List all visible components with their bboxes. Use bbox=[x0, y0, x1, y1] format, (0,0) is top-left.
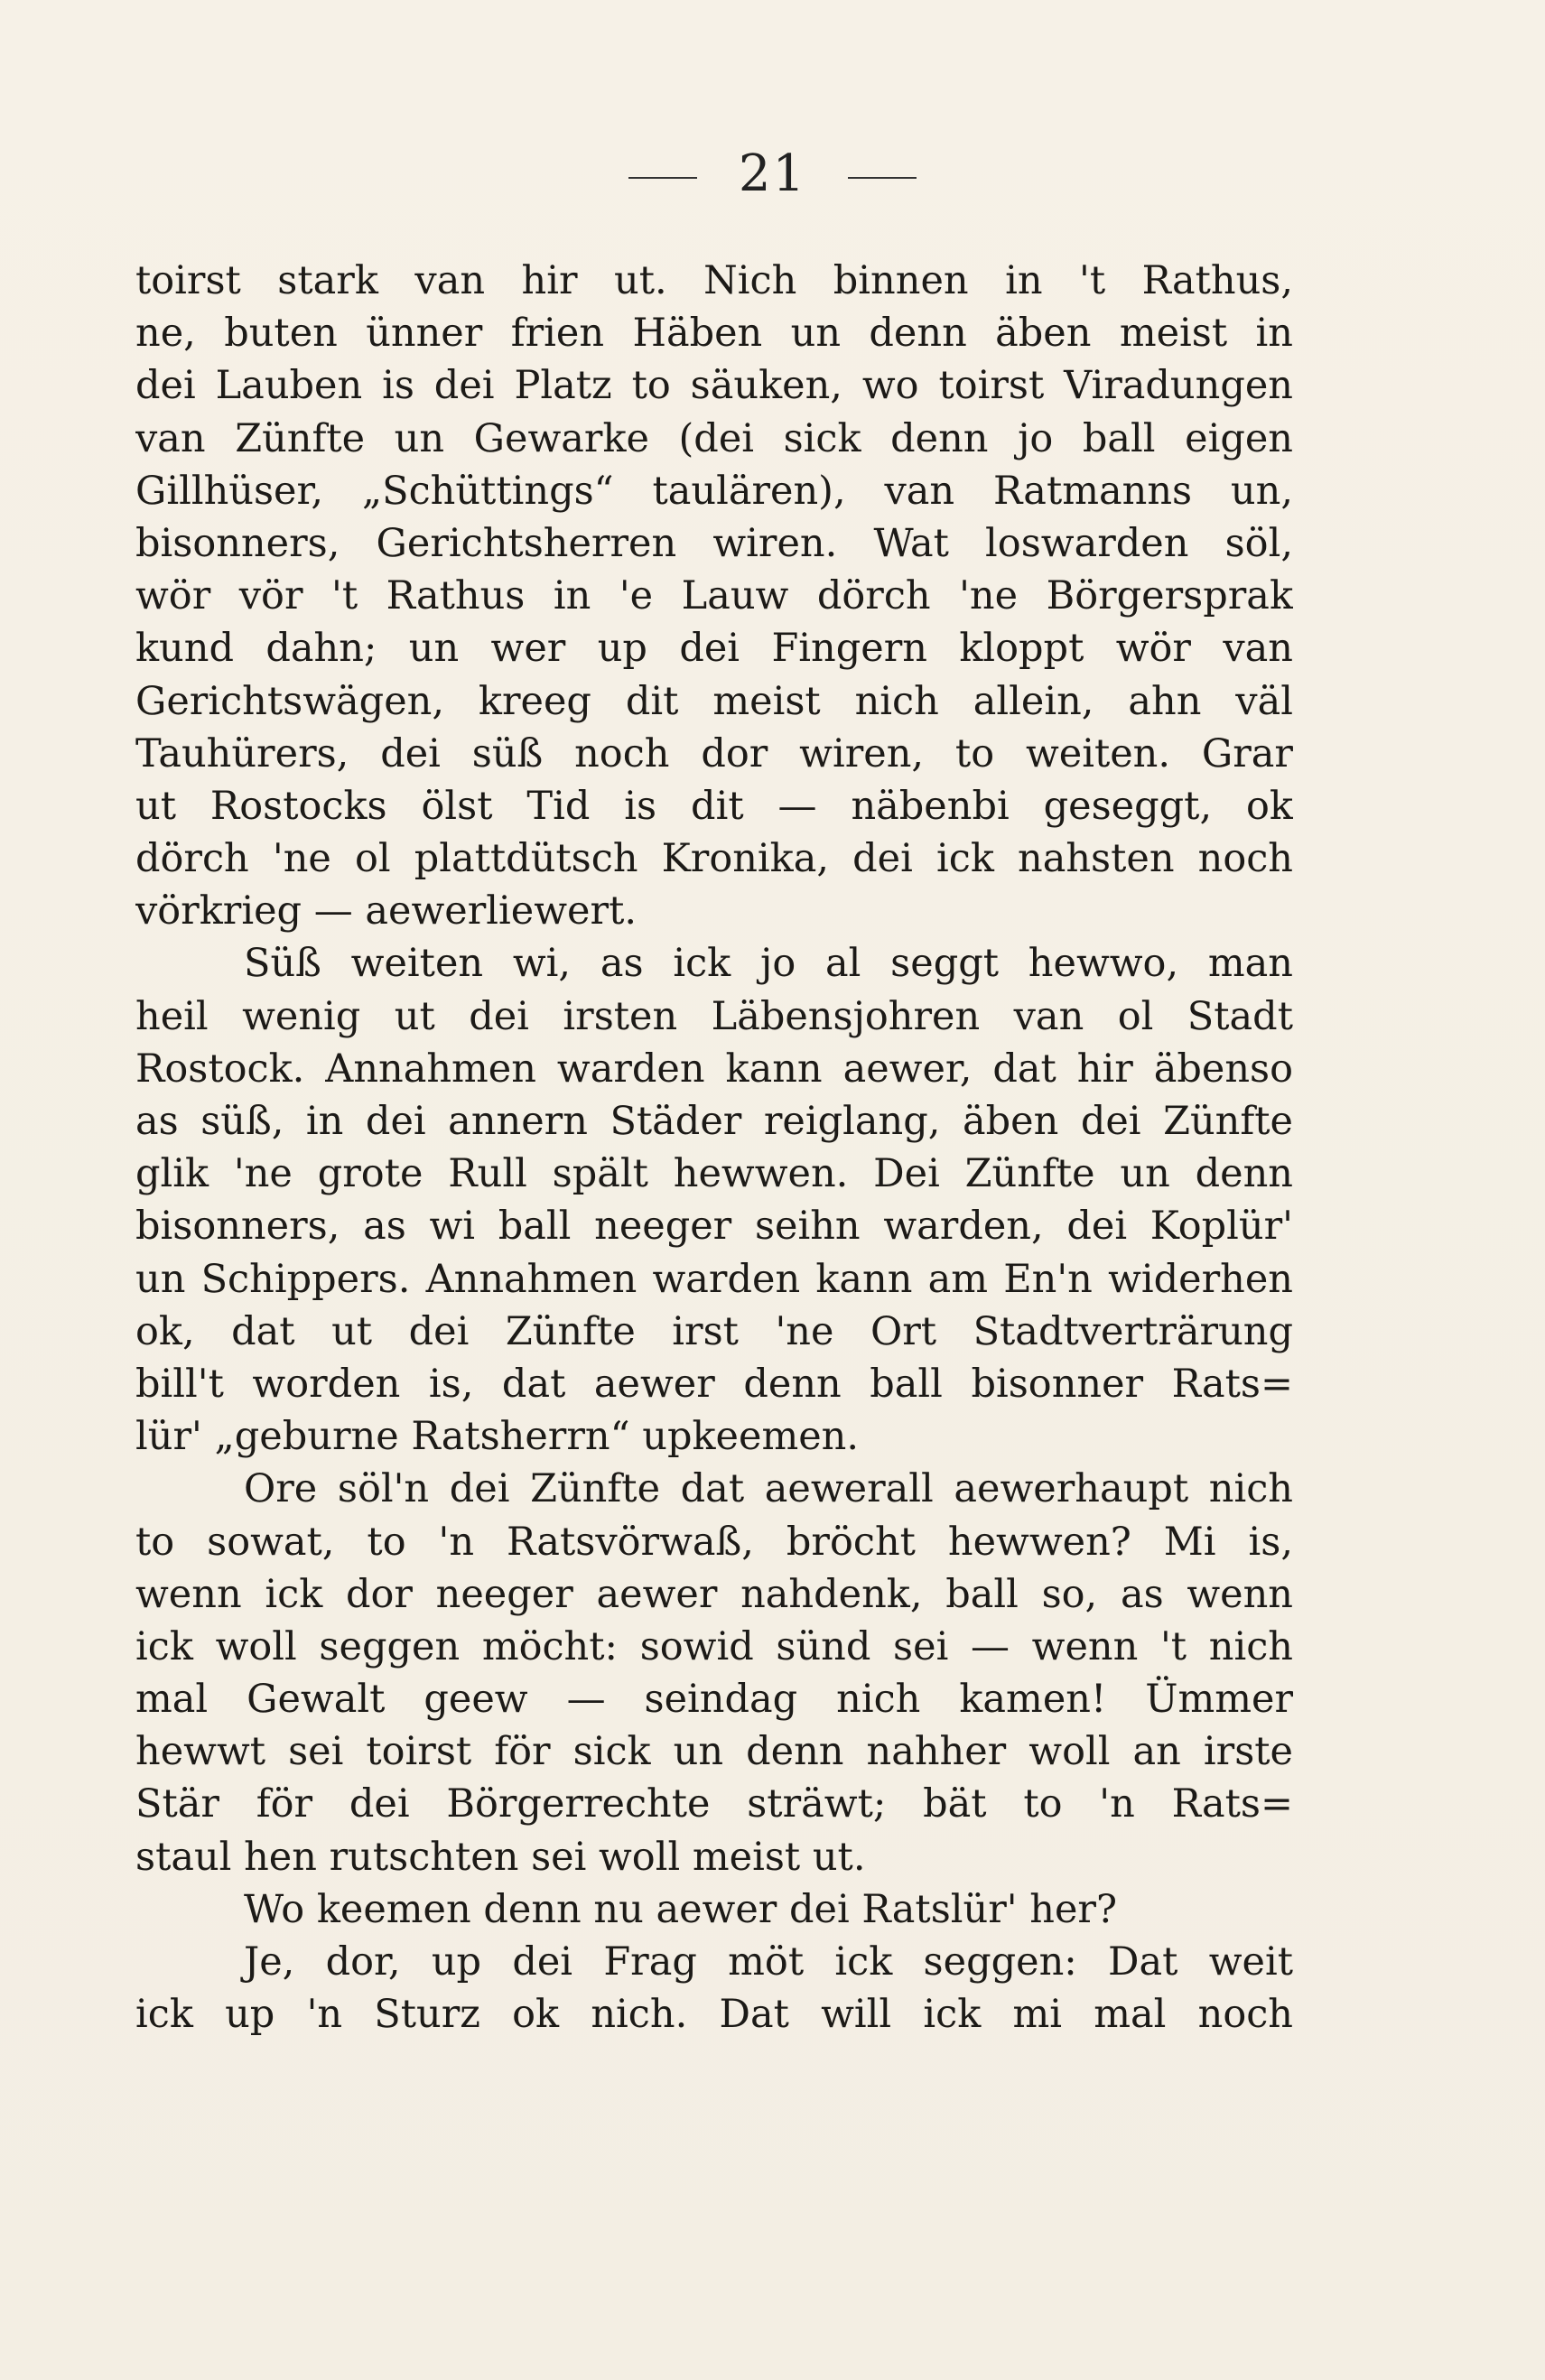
body-text bbox=[135, 255, 1293, 2041]
text-line: glik 'ne grote Rull spält hewwen. Dei Zünfte un denn bbox=[135, 1151, 1293, 1197]
text-line: ne, buten ünner frien Häben un denn äben meist in bbox=[135, 311, 1293, 357]
text-line: dörch 'ne ol plattdütsch Kronika, dei ick nahsten noch bbox=[135, 836, 1293, 882]
text-line: Ore söl'n dei Zünfte dat aewerall aewerhaupt nich bbox=[244, 1466, 1293, 1512]
text-line: Je, dor, up dei Frag möt ick seggen: Dat weit bbox=[244, 1939, 1293, 1985]
text-line: heil wenig ut dei irsten Läbensjohren van ol Stadt bbox=[135, 993, 1293, 1039]
text-line: toirst stark van hir ut. Nich binnen in 't Rathus, bbox=[135, 258, 1293, 303]
page-number: 21 bbox=[738, 144, 807, 203]
text-line: Gerichtswägen, kreeg dit meist nich allein, ahn väl bbox=[135, 678, 1293, 724]
page-number-header bbox=[0, 144, 1545, 203]
text-line: ut Rostocks ölst Tid is dit — näbenbi geseggt, ok bbox=[135, 783, 1293, 829]
text-line: lür' „geburne Ratsherrn“ upkeemen. bbox=[135, 1414, 860, 1460]
text-line: ick woll seggen möcht: sowid sünd sei — wenn 't nich bbox=[135, 1623, 1293, 1669]
text-line: staul hen rutschten sei woll meist ut. bbox=[135, 1834, 866, 1880]
text-line: Süß weiten wi, as ick jo al seggt hewwo, man bbox=[244, 941, 1293, 987]
text-line: bisonners, as wi ball neeger seihn warden, dei Koplür' bbox=[135, 1204, 1293, 1250]
text-line: Wo keemen denn nu aewer dei Ratslür' her? bbox=[244, 1886, 1117, 1932]
text-line: wör vör 't Rathus in 'e Lauw dörch 'ne Börgersprak bbox=[135, 573, 1293, 619]
text-line: ok, dat ut dei Zünfte irst 'ne Ort Stadtverträrung bbox=[135, 1308, 1293, 1354]
text-line: van Zünfte un Gewarke (dei sick denn jo ball eigen bbox=[135, 415, 1293, 461]
text-line: un Schippers. Annahmen warden kann am En'n widerhen bbox=[135, 1256, 1293, 1302]
text-line: Rostock. Annahmen warden kann aewer, dat hir äbenso bbox=[135, 1046, 1293, 1092]
text-line: Tauhürers, dei süß noch dor wiren, to weiten. Grar bbox=[135, 730, 1293, 776]
text-line: Gillhüser, „Schüttings“ taulären), van Ratmanns un, bbox=[135, 468, 1293, 514]
text-line: hewwt sei toirst för sick un denn nahher woll an irste bbox=[135, 1729, 1293, 1775]
text-line: vörkrieg — aewerliewert. bbox=[135, 888, 638, 934]
text-line: bill't worden is, dat aewer denn ball bisonner Rats= bbox=[135, 1361, 1293, 1407]
text-line: mal Gewalt geew — seindag nich kamen! Ümmer bbox=[135, 1677, 1293, 1723]
text-line: kund dahn; un wer up dei Fingern kloppt wör van bbox=[135, 626, 1293, 672]
text-line: dei Lauben is dei Platz to säuken, wo toirst Viradungen bbox=[135, 363, 1293, 409]
text-line: Stär för dei Börgerrechte sträwt; bät to 'n Rats= bbox=[135, 1781, 1293, 1827]
text-line: as süß, in dei annern Städer reiglang, äben dei Zünfte bbox=[135, 1099, 1293, 1144]
text-line: wenn ick dor neeger aewer nahdenk, ball so, as wenn bbox=[135, 1571, 1293, 1617]
text-line: ick up 'n Sturz ok nich. Dat will ick mi mal noch bbox=[135, 1992, 1293, 2038]
left-dash bbox=[628, 177, 697, 179]
text-line: to sowat, to 'n Ratsvörwaß, bröcht hewwen? Mi is, bbox=[135, 1519, 1293, 1565]
right-dash bbox=[848, 177, 917, 179]
text-line: bisonners, Gerichtsherren wiren. Wat loswarden söl, bbox=[135, 520, 1293, 566]
